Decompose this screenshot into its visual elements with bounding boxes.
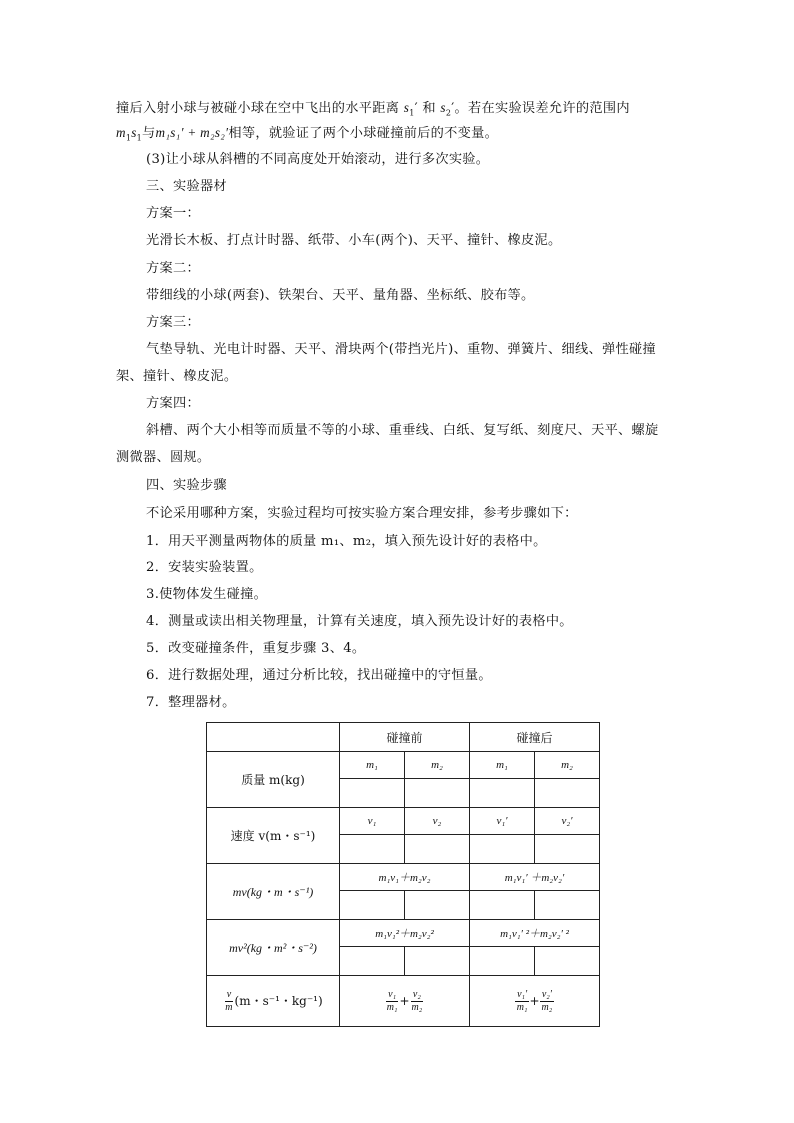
mass-value-cell[interactable] bbox=[535, 779, 600, 808]
cell-v2-before: v₂ bbox=[405, 808, 470, 835]
cell-m1-after: m₁ bbox=[470, 752, 535, 779]
mv2-value-cell[interactable] bbox=[470, 947, 535, 976]
step-5: 5．改变碰撞条件，重复步骤 3、4。 bbox=[146, 641, 366, 656]
mass-value-cell[interactable] bbox=[405, 779, 470, 808]
paragraph-line-1-text: 撞后入射小球与被碰小球在空中飞出的水平距离 bbox=[116, 101, 400, 116]
cell-v-over-m-before bbox=[340, 976, 470, 1027]
step-4: 4．测量或读出相关物理量，计算有关速度，填入预先设计好的表格中。 bbox=[146, 614, 573, 629]
table-row-mv bbox=[207, 864, 600, 891]
paragraph-line-2-tail: 相等，就验证了两个小球碰撞前后的不变量。 bbox=[228, 126, 499, 141]
table-row-mv2 bbox=[207, 920, 600, 947]
speed-value-cell[interactable] bbox=[535, 835, 600, 864]
symbol-s1: s bbox=[403, 100, 410, 115]
row-v-over-m-label bbox=[207, 976, 340, 1027]
row-mv-label: mv(kg・m・s⁻¹) bbox=[207, 864, 340, 920]
section-3-heading: 三、实验器材 bbox=[146, 179, 227, 194]
symbol-m1: m bbox=[116, 125, 126, 140]
plan-4-text-line-2: 测微器、圆规。 bbox=[116, 450, 211, 465]
plus-sign: + bbox=[529, 993, 540, 1008]
symbol-s1b: s bbox=[131, 125, 137, 140]
cell-m1-before: m₁ bbox=[340, 752, 405, 779]
symbol-s1-sub: 1 bbox=[409, 108, 415, 118]
symbol-s1-prime: ′ bbox=[414, 101, 418, 116]
section-4-intro: 不论采用哪种方案，实验过程均可按实验方案合理安排，参考步骤如下： bbox=[146, 506, 578, 521]
fraction-v1p-m1 bbox=[515, 989, 530, 1014]
speed-value-cell[interactable] bbox=[470, 835, 535, 864]
table-row-v-over-m bbox=[207, 976, 600, 1027]
cell-mv2-before: m₁v₁²＋m₂v₂² bbox=[340, 920, 470, 947]
speed-value-cell[interactable] bbox=[340, 835, 405, 864]
header-before-collision: 碰撞前 bbox=[340, 723, 470, 752]
cell-v1-before: v₁ bbox=[340, 808, 405, 835]
fraction-numerator: v₂′ bbox=[541, 988, 552, 1000]
mv-value-cell[interactable] bbox=[470, 891, 535, 920]
row-mv2-label: mv²(kg・m²・s⁻²) bbox=[207, 920, 340, 976]
fraction-denominator: m₂ bbox=[411, 1001, 423, 1013]
speed-value-cell[interactable] bbox=[405, 835, 470, 864]
plan-3-text-line-2: 架、撞针、橡皮泥。 bbox=[116, 369, 238, 384]
mv2-value-cell[interactable] bbox=[405, 947, 470, 976]
paragraph-line-1 bbox=[116, 98, 630, 119]
section-4-heading: 四、实验步骤 bbox=[146, 478, 227, 493]
word-and: 和 bbox=[422, 101, 436, 116]
header-after-collision: 碰撞后 bbox=[470, 723, 600, 752]
symbol-s2-sub: 2 bbox=[445, 108, 452, 118]
cell-v1-after: v₁′ bbox=[470, 808, 535, 835]
table-corner-cell bbox=[207, 723, 340, 752]
fraction-v1-m1 bbox=[385, 989, 400, 1014]
v-over-m-unit: (m・s⁻¹・kg⁻¹) bbox=[234, 993, 323, 1008]
table-row-mass bbox=[207, 752, 600, 779]
cell-m2-after: m₂ bbox=[535, 752, 600, 779]
plan-4-label: 方案四： bbox=[146, 396, 200, 411]
plan-2-label: 方案二： bbox=[146, 261, 200, 276]
mv-value-cell[interactable] bbox=[340, 891, 405, 920]
mv-value-cell[interactable] bbox=[535, 891, 600, 920]
row-mass-label: 质量 m(kg) bbox=[207, 752, 340, 808]
symbol-s2: s bbox=[440, 100, 446, 115]
plan-3-text-line-1: 气垫导轨、光电计时器、天平、滑块两个(带挡光片)、重物、弹簧片、细线、弹性碰撞 bbox=[146, 342, 656, 357]
step-7: 7．整理器材。 bbox=[146, 695, 236, 710]
cell-mv-after: m₁v₁′ ＋m₂v₂′ bbox=[470, 864, 600, 891]
symbol-s2-prime: ′ bbox=[451, 101, 455, 116]
fraction-v2-m2 bbox=[410, 989, 425, 1014]
table-row-speed bbox=[207, 808, 600, 835]
fraction-denominator: m bbox=[225, 1001, 233, 1013]
cell-mv2-after: m₁v₁′ ²＋m₂v₂′ ² bbox=[470, 920, 600, 947]
fraction-denominator: m₂ bbox=[541, 1001, 553, 1013]
momentum-after-expression: m₁s₁′ + m₂s₂′ bbox=[155, 125, 229, 140]
plan-1-text: 光滑长木板、打点计时器、纸带、小车(两个)、天平、撞针、橡皮泥。 bbox=[146, 233, 562, 248]
fraction-numerator: v₂ bbox=[412, 988, 421, 1000]
paragraph-line-1-tail: 。若在实验误差允许的范围内 bbox=[454, 101, 630, 116]
plan-1-label: 方案一： bbox=[146, 206, 200, 221]
mv-value-cell[interactable] bbox=[405, 891, 470, 920]
word-with: 与 bbox=[142, 126, 156, 141]
fraction-numerator: v₁′ bbox=[517, 988, 528, 1000]
plan-3-label: 方案三： bbox=[146, 315, 200, 330]
row-speed-label: 速度 v(m・s⁻¹) bbox=[207, 808, 340, 864]
fraction-numerator: v bbox=[226, 988, 232, 1000]
step-6: 6．进行数据处理，通过分析比较，找出碰撞中的守恒量。 bbox=[146, 668, 492, 683]
fraction-numerator: v₁ bbox=[388, 988, 397, 1000]
cell-v-over-m-after bbox=[470, 976, 600, 1027]
fraction-v2p-m2 bbox=[540, 989, 555, 1014]
cell-v2-after: v₂′ bbox=[535, 808, 600, 835]
cell-m2-before: m₂ bbox=[405, 752, 470, 779]
v-over-m-fraction bbox=[223, 989, 234, 1014]
fraction-denominator: m₁ bbox=[516, 1001, 528, 1013]
step-2: 2．安装实验装置。 bbox=[146, 560, 263, 575]
cell-mv-before: m₁v₁＋m₂v₂ bbox=[340, 864, 470, 891]
mass-value-cell[interactable] bbox=[470, 779, 535, 808]
data-table bbox=[206, 722, 600, 1027]
paragraph-line-3: (3)让小球从斜槽的不同高度处开始滚动，进行多次实验。 bbox=[146, 152, 490, 167]
step-3: 3.使物体发生碰撞。 bbox=[146, 587, 268, 602]
fraction-denominator: m₁ bbox=[386, 1001, 398, 1013]
plan-2-text: 带细线的小球(两套)、铁架台、天平、量角器、坐标纸、胶布等。 bbox=[146, 288, 535, 303]
mv2-value-cell[interactable] bbox=[340, 947, 405, 976]
symbol-m1-sub: 1 bbox=[125, 133, 132, 143]
table-header-row bbox=[207, 723, 600, 752]
plus-sign: + bbox=[399, 993, 410, 1008]
plan-4-text-line-1: 斜槽、两个大小相等而质量不等的小球、重垂线、白纸、复写纸、刻度尺、天平、螺旋 bbox=[146, 423, 659, 438]
mass-value-cell[interactable] bbox=[340, 779, 405, 808]
symbol-s1b-sub: 1 bbox=[136, 133, 143, 143]
paragraph-line-2 bbox=[116, 123, 498, 144]
mv2-value-cell[interactable] bbox=[535, 947, 600, 976]
step-1: 1．用天平测量两物体的质量 m₁、m₂，填入预先设计好的表格中。 bbox=[146, 534, 547, 549]
